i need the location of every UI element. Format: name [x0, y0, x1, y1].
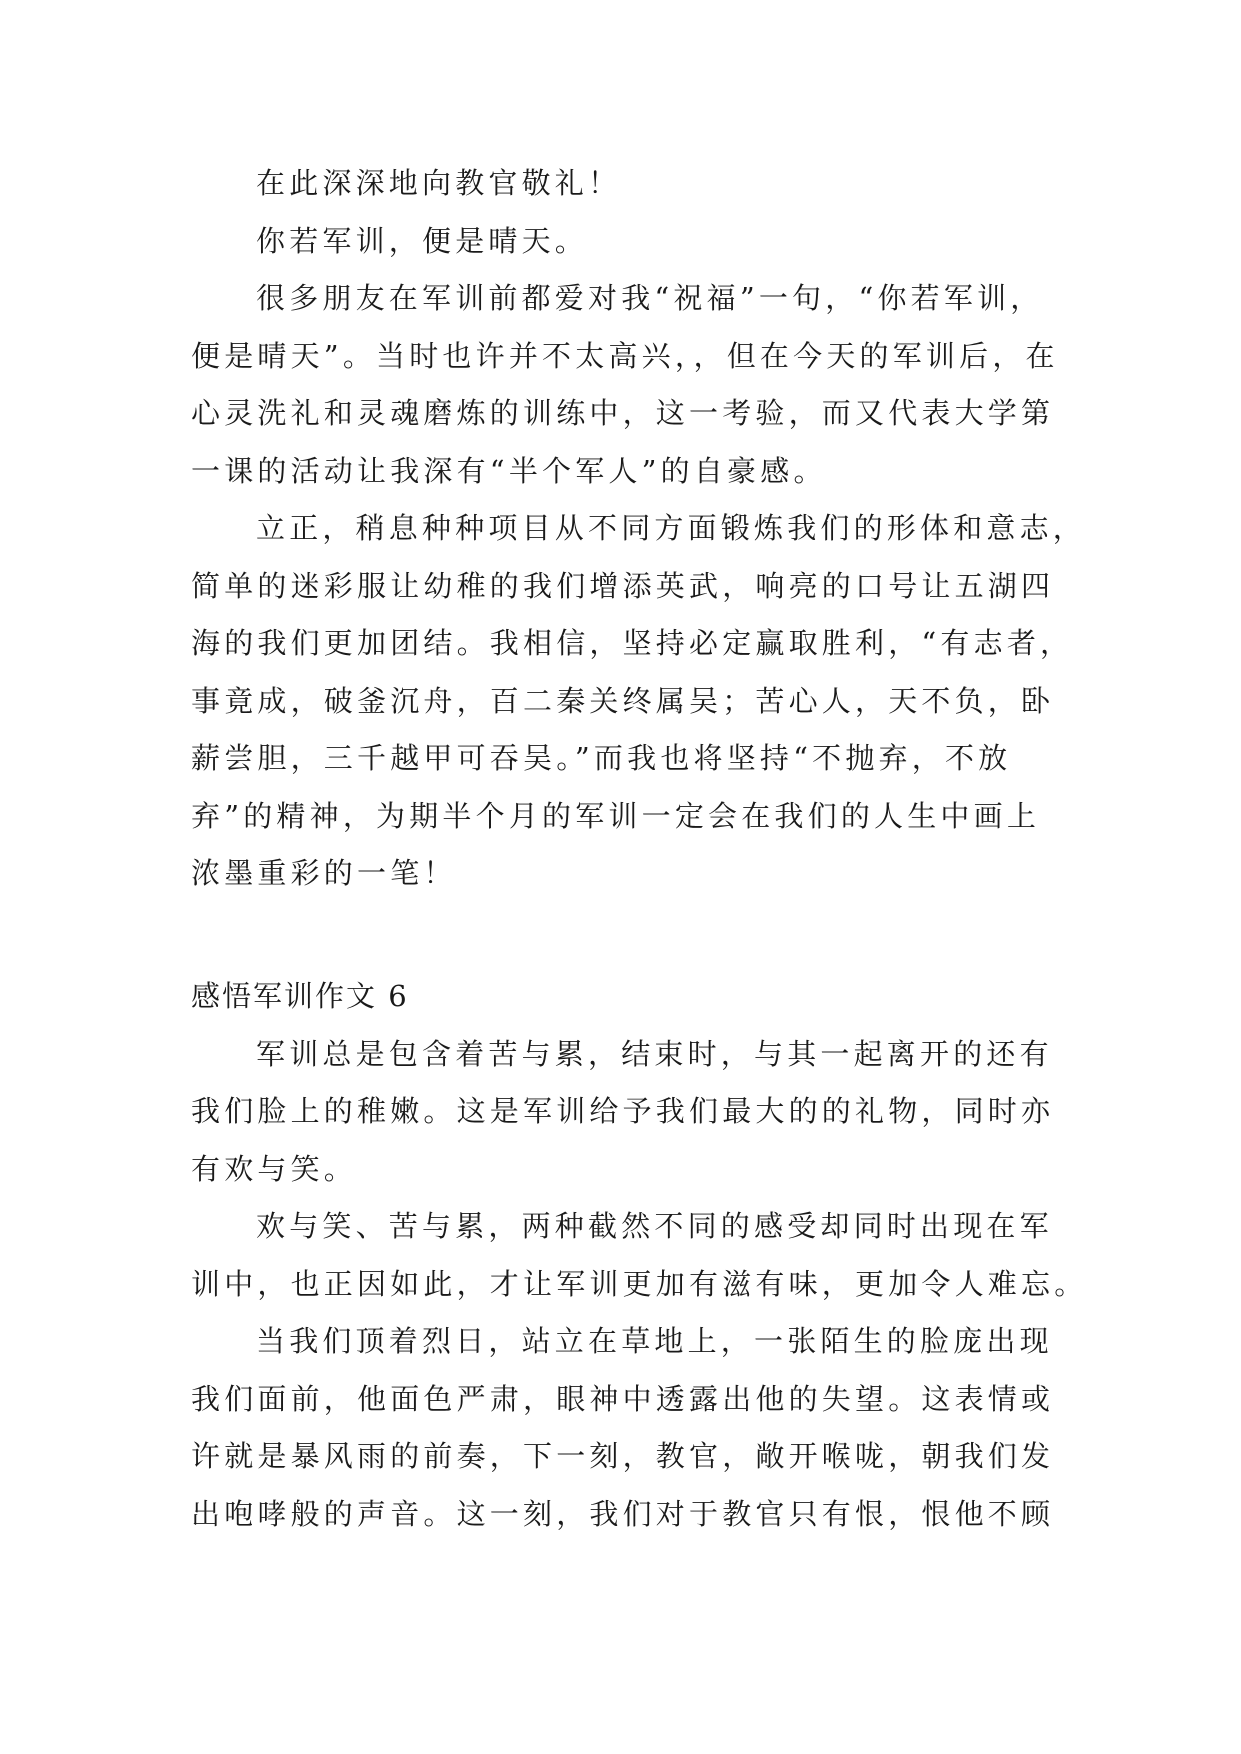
paragraph-line: 浓墨重彩的一笔！ [191, 856, 457, 890]
paragraph-line: 你若军训，便是晴天。 [256, 223, 589, 258]
paragraph-line: 一课的活动让我深有“半个军人”的自豪感。 [191, 453, 827, 488]
paragraph-line: 出咆哮般的声音。这一刻，我们对于教官只有恨，恨他不顾 [191, 1496, 1055, 1531]
essay-section-6 [191, 968, 1088, 1543]
paragraph-line: 我们面前，他面色严肃，眼神中透露出他的失望。这表情或 [191, 1381, 1055, 1416]
paragraph-line: 我们脸上的稚嫩。这是军训给予我们最大的的礼物，同时亦 [191, 1094, 1055, 1128]
paragraph-line: 弃”的精神，为期半个月的军训一定会在我们的人生中画上 [191, 798, 1041, 833]
paragraph-line: 立正，稍息种种项目从不同方面锻炼我们的形体和意志， [256, 511, 1087, 545]
paragraph-line: 很多朋友在军训前都爱对我“祝福”一句，“你若军训， [256, 281, 1044, 315]
paragraph-line: 薪尝胆，三千越甲可吞吴。”而我也将坚持“不抛弃，不放 [191, 741, 1012, 775]
paragraph-line: 简单的迷彩服让幼稚的我们增添英武，响亮的口号让五湖四 [191, 568, 1055, 603]
paragraph-line: 当我们顶着烈日，站立在草地上，一张陌生的脸庞出现 [256, 1324, 1053, 1358]
paragraph-line: 便是晴天”。当时也许并不太高兴，，但在今天的军训后，在 [191, 338, 1059, 373]
paragraph-line: 海的我们更加团结。我相信，坚持必定赢取胜利，“有志者， [191, 626, 1074, 660]
essay-section-5-ending [191, 155, 1087, 903]
section-heading: 感悟军训作文 6 [191, 979, 409, 1013]
paragraph-line: 军训总是包含着苦与累，结束时，与其一起离开的还有 [256, 1036, 1053, 1071]
paragraph-line: 事竟成，破釜沉舟，百二秦关终属吴；苦心人，天不负，卧 [191, 683, 1055, 718]
paragraph-line: 在此深深地向教官敬礼！ [256, 166, 622, 200]
paragraph-line: 训中，也正因如此，才让军训更加有滋有味，更加令人难忘。 [191, 1266, 1088, 1301]
paragraph-line: 许就是暴风雨的前奏，下一刻，教官，敞开喉咙，朝我们发 [191, 1439, 1055, 1473]
paragraph-line: 有欢与笑。 [191, 1151, 358, 1186]
paragraph-line: 心灵洗礼和灵魂磨炼的训练中，这一考验，而又代表大学第 [191, 396, 1055, 430]
paragraph-line: 欢与笑、苦与累，两种截然不同的感受却同时出现在军 [256, 1209, 1053, 1243]
